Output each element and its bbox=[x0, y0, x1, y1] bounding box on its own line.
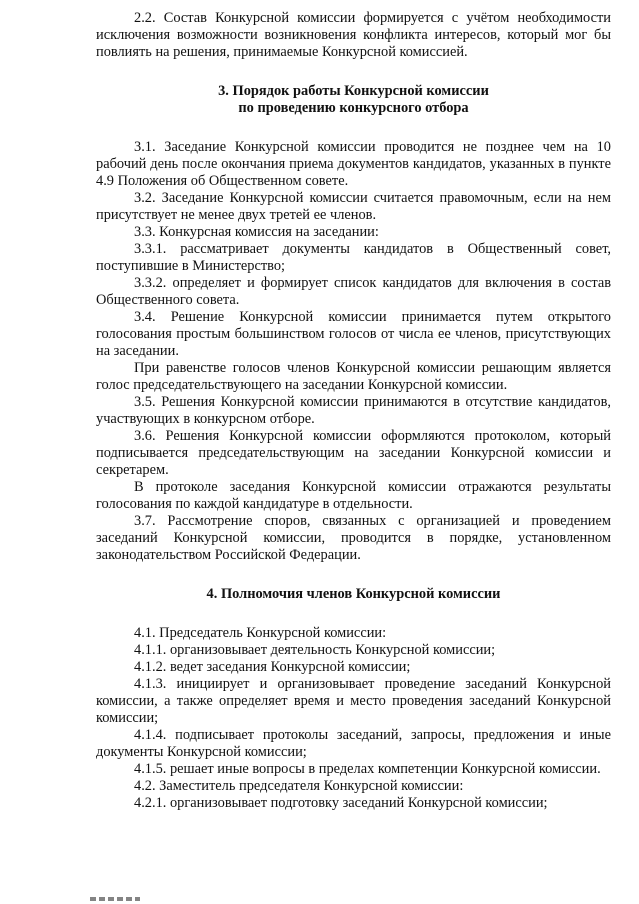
spacer bbox=[96, 603, 611, 625]
paragraph-3-6-protocol: В протоколе заседания Конкурсной комиссии отражаются результаты голосования по каждой кандидатуре в отдельности. bbox=[96, 479, 611, 512]
paragraph-3-6: 3.6. Решения Конкурсной комиссии оформляются протоколом, который подписывается председательствующим на заседании Конкурсной комиссии и секретарем. bbox=[96, 428, 611, 478]
section-3-title-line-1: 3. Порядок работы Конкурсной комиссии bbox=[218, 83, 489, 99]
paragraph-4-1-2: 4.1.2. ведет заседания Конкурсной комиссии; bbox=[134, 659, 411, 675]
section-4-title: 4. Полномочия членов Конкурсной комиссии bbox=[206, 586, 501, 602]
spacer bbox=[96, 117, 611, 139]
paragraph-3-4: 3.4. Решение Конкурсной комиссии принимается путем открытого голосования простым большинством голосов от числа ее членов, присутствующих на заседании. bbox=[96, 309, 611, 359]
paragraph-3-3-1: 3.3.1. рассматривает документы кандидатов в Общественный совет, поступившие в Министерство; bbox=[96, 241, 611, 274]
paragraph-3-4-tie: При равенстве голосов членов Конкурсной комиссии решающим является голос председательствующего на заседании Конкурсной комиссии. bbox=[96, 360, 611, 393]
paragraph-3-7: 3.7. Рассмотрение споров, связанных с организацией и проведением заседаний Конкурсной комиссии, проводится в порядке, установленном законодательством Российской Федерации. bbox=[96, 513, 611, 563]
section-3-title bbox=[96, 83, 611, 117]
paragraph-3-5: 3.5. Решения Конкурсной комиссии принимаются в отсутствие кандидатов, участвующих в конкурсном отборе. bbox=[96, 394, 611, 427]
paragraph-3-3: 3.3. Конкурсная комиссия на заседании: bbox=[134, 224, 379, 240]
paragraph-4-1-5: 4.1.5. решает иные вопросы в пределах компетенции Конкурсной комиссии. bbox=[134, 761, 601, 777]
spacer bbox=[96, 564, 611, 586]
paragraph-4-1-3: 4.1.3. инициирует и организовывает проведение заседаний Конкурсной комиссии, а также определяет время и место проведения заседаний Конкурсной комиссии; bbox=[96, 676, 611, 726]
paragraph-3-1: 3.1. Заседание Конкурсной комиссии проводится не позднее чем на 10 рабочий день после окончания приема документов кандидатов, указанных в пункте 4.9 Положения об Общественном совете. bbox=[96, 139, 611, 189]
paragraph-2-2: 2.2. Состав Конкурсной комиссии формируется с учётом необходимости исключения возможности возникновения конфликта интересов, который мог бы повлиять на решения, принимаемые Конкурсной комиссией. bbox=[96, 10, 611, 60]
paragraph-3-3-2: 3.3.2. определяет и формирует список кандидатов для включения в состав Общественного совета. bbox=[96, 275, 611, 308]
paragraph-4-2-1: 4.2.1. организовывает подготовку заседаний Конкурсной комиссии; bbox=[134, 795, 548, 811]
document-body bbox=[96, 10, 611, 812]
paragraph-3-2: 3.2. Заседание Конкурсной комиссии считается правомочным, если на нем присутствует не менее двух третей ее членов. bbox=[96, 190, 611, 223]
paragraph-4-1-1: 4.1.1. организовывает деятельность Конкурсной комиссии; bbox=[134, 642, 496, 658]
spacer bbox=[96, 61, 611, 83]
paragraph-4-1-4: 4.1.4. подписывает протоколы заседаний, запросы, предложения и иные документы Конкурсной комиссии; bbox=[96, 727, 611, 760]
paragraph-4-2: 4.2. Заместитель председателя Конкурсной комиссии: bbox=[134, 778, 464, 794]
paragraph-4-1: 4.1. Председатель Конкурсной комиссии: bbox=[134, 625, 387, 641]
section-3-title-line-2: по проведению конкурсного отбора bbox=[238, 100, 469, 116]
scan-artifact bbox=[90, 897, 140, 901]
